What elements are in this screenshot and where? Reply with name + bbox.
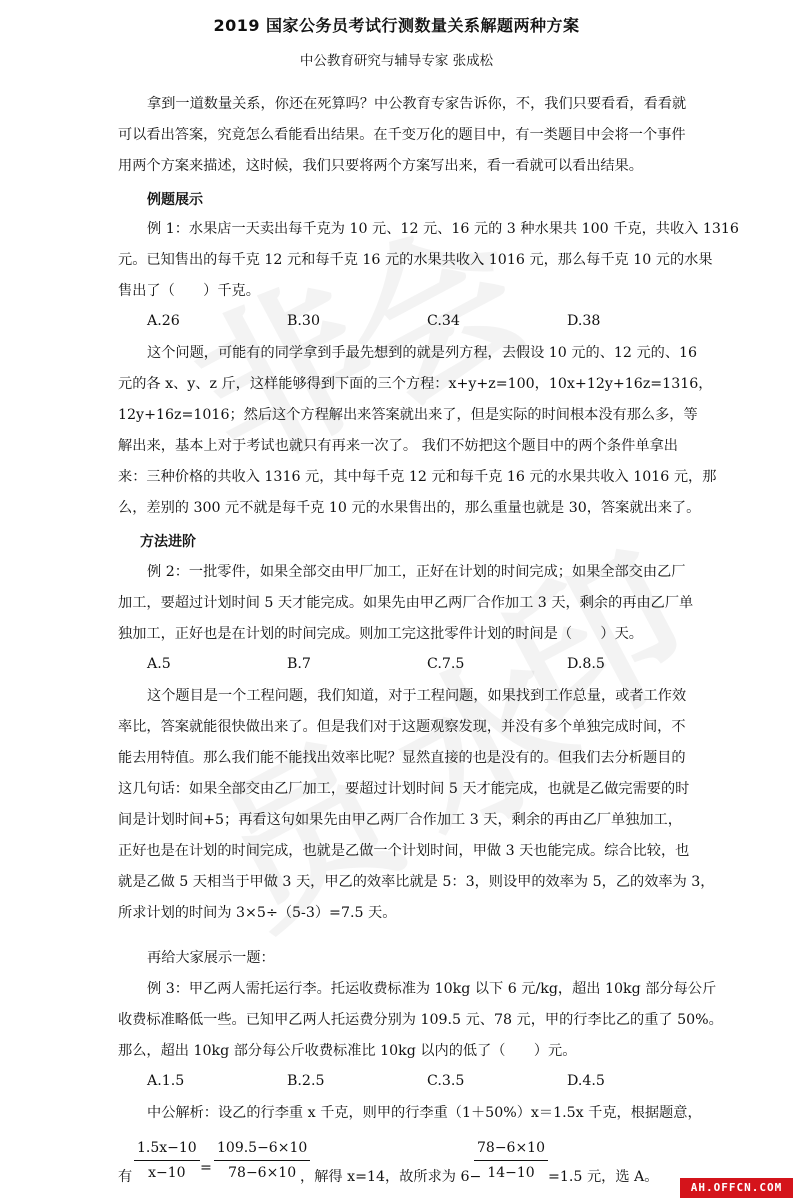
- ex2-analysis-line: 这几句话：如果全部交由乙厂加工，要超过计划时间 5 天才能完成，也就是乙做完需要的时: [118, 781, 690, 797]
- formula-suffix: =1.5 元，选 A。: [548, 1169, 659, 1185]
- ex2-option-c: C.7.5: [427, 656, 465, 672]
- ex1-option-d: D.38: [567, 313, 601, 329]
- ex1-analysis-line: 来：三种价格的共收入 1316 元，其中每千克 12 元和每千克 16 元的水果共收入 1016 元，那: [118, 469, 717, 485]
- ex2-option-a: A.5: [147, 656, 171, 672]
- ex3-analysis-line: 中公解析：设乙的行李重 x 千克，则甲的行李重（1＋50%）x＝1.5x 千克，根据题意，: [147, 1105, 702, 1121]
- ex3-option-c: C.3.5: [427, 1073, 465, 1089]
- ex3-line: 收费标准略低一些。已知甲乙两人托运费分别为 109.5 元、78 元，甲的行李比乙的重了 50%。: [118, 1012, 723, 1028]
- ex3-option-a: A.1.5: [147, 1073, 185, 1089]
- section-heading-examples: 例题展示: [147, 192, 203, 208]
- section-heading-advanced: 方法进阶: [140, 534, 196, 550]
- formula-equals: =: [200, 1160, 212, 1176]
- fraction-bar: [474, 1160, 548, 1161]
- ex1-analysis-line: 解出来，基本上对于考试也就只有再来一次了。 我们不妨把这个题目中的两个条件单拿出: [118, 438, 678, 454]
- formula-fraction-1: [134, 1139, 200, 1182]
- intro-line: 拿到一道数量关系，你还在死算吗？中公教育专家告诉你，不，我们只要看看，看看就: [147, 96, 687, 112]
- page-title: 2019 国家公务员考试行测数量关系解题两种方案: [213, 16, 580, 35]
- fraction-denominator: x−10: [148, 1165, 186, 1181]
- fraction-denominator: 78−6×10: [228, 1165, 297, 1181]
- ex3-line: 那么，超出 10kg 部分每公斤收费标准比 10kg 以内的低了（ ）元。: [118, 1043, 577, 1059]
- ex2-line: 独加工，正好也是在计划的时间完成。则加工完这批零件计划的时间是（ ）天。: [118, 626, 643, 642]
- ex2-analysis-line: 所求计划的时间为 3×5÷（5-3）=7.5 天。: [118, 905, 397, 921]
- ex1-analysis-line: 么，差别的 300 元不就是每千克 10 元的水果售出的，那么重量也就是 30，答案就出来了。: [118, 500, 701, 516]
- fraction-denominator: 14−10: [487, 1165, 535, 1181]
- ex2-analysis-line: 就是乙做 5 天相当于甲做 3 天，甲乙的效率比就是 5：3，则设甲的效率为 5，乙的效率为 3，: [118, 874, 715, 890]
- more-intro: 再给大家展示一题：: [147, 950, 275, 966]
- fraction-numerator: 109.5−6×10: [217, 1140, 308, 1156]
- formula-fraction-3: [474, 1139, 548, 1182]
- ex1-line: 元。已知售出的每千克 12 元和每千克 16 元的水果共收入 1016 元，那么每千克 10 元的水果: [118, 252, 713, 268]
- intro-line: 用两个方案来描述，这时候，我们只要将两个方案写出来，看一看就可以看出结果。: [118, 158, 643, 174]
- formula-middle: ，解得 x=14，故所求为 6−: [300, 1169, 482, 1185]
- ex1-line: 售出了（ ）千克。: [118, 283, 260, 299]
- ex2-analysis-line: 这个题目是一个工程问题，我们知道，对于工程问题，如果找到工作总量，或者工作效: [147, 688, 687, 704]
- ex2-option-d: D.8.5: [567, 656, 605, 672]
- ex1-line: 例 1：水果店一天卖出每千克为 10 元、12 元、16 元的 3 种水果共 100 千克，共收入 1316: [147, 221, 739, 237]
- ex1-option-c: C.34: [427, 313, 460, 329]
- ex1-option-a: A.26: [147, 313, 180, 329]
- ex1-analysis-line: 这个问题，可能有的同学拿到手最先想到的就是列方程，去假设 10 元的、12 元的、16: [147, 345, 698, 361]
- ex1-option-b: B.30: [287, 313, 320, 329]
- fraction-numerator: 1.5x−10: [137, 1140, 197, 1156]
- ex2-analysis-line: 率比，答案就能很快做出来了。但是我们对于这题观察发现，并没有多个单独完成时间，不: [118, 719, 686, 735]
- ex2-option-b: B.7: [287, 656, 311, 672]
- ex1-analysis-line: 元的各 x、y、z 斤，这样能够得到下面的三个方程：x+y+z=100，10x+12y+16z=1316，: [118, 376, 713, 392]
- fraction-bar: [134, 1160, 200, 1161]
- ex1-analysis-line: 12y+16z=1016；然后这个方程解出来答案就出来了，但是实际的时间根本没有那么多，等: [118, 407, 698, 423]
- formula-fraction-2: [214, 1139, 310, 1182]
- ex3-option-d: D.4.5: [567, 1073, 605, 1089]
- ex3-line: 例 3：甲乙两人需托运行李。托运收费标准为 10kg 以下 6 元/kg，超出 10kg 部分每公斤: [147, 981, 717, 997]
- ex2-line: 加工，要超过计划时间 5 天才能完成。如果先由甲乙两厂合作加工 3 天，剩余的再由乙厂单: [118, 595, 694, 611]
- formula-prefix: 有: [118, 1169, 133, 1185]
- ex2-line: 例 2：一批零件，如果全部交由甲厂加工，正好在计划的时间完成；如果全部交由乙厂: [147, 564, 686, 580]
- intro-line: 可以看出答案，究竟怎么看能看出结果。在千变万化的题目中，有一类题目中会将一个事件: [118, 127, 686, 143]
- ex2-analysis-line: 间是计划时间+5；再看这句如果先由甲乙两厂合作加工 3 天，剩余的再由乙厂单独加工，: [118, 812, 682, 828]
- author-line: 中公教育研究与辅导专家 张成松: [299, 53, 494, 69]
- ex2-analysis-line: 正好也是在计划的时间完成，也就是乙做一个计划时间，甲做 3 天也能完成。综合比较，也: [118, 843, 690, 859]
- ex2-analysis-line: 能去用特值。那么我们能不能找出效率比呢？显然直接的也是没有的。但我们去分析题目的: [118, 750, 686, 766]
- fraction-bar: [214, 1160, 310, 1161]
- fraction-numerator: 78−6×10: [477, 1140, 545, 1156]
- site-logo: AH.OFFCN.COM: [680, 1178, 793, 1198]
- ex3-option-b: B.2.5: [287, 1073, 325, 1089]
